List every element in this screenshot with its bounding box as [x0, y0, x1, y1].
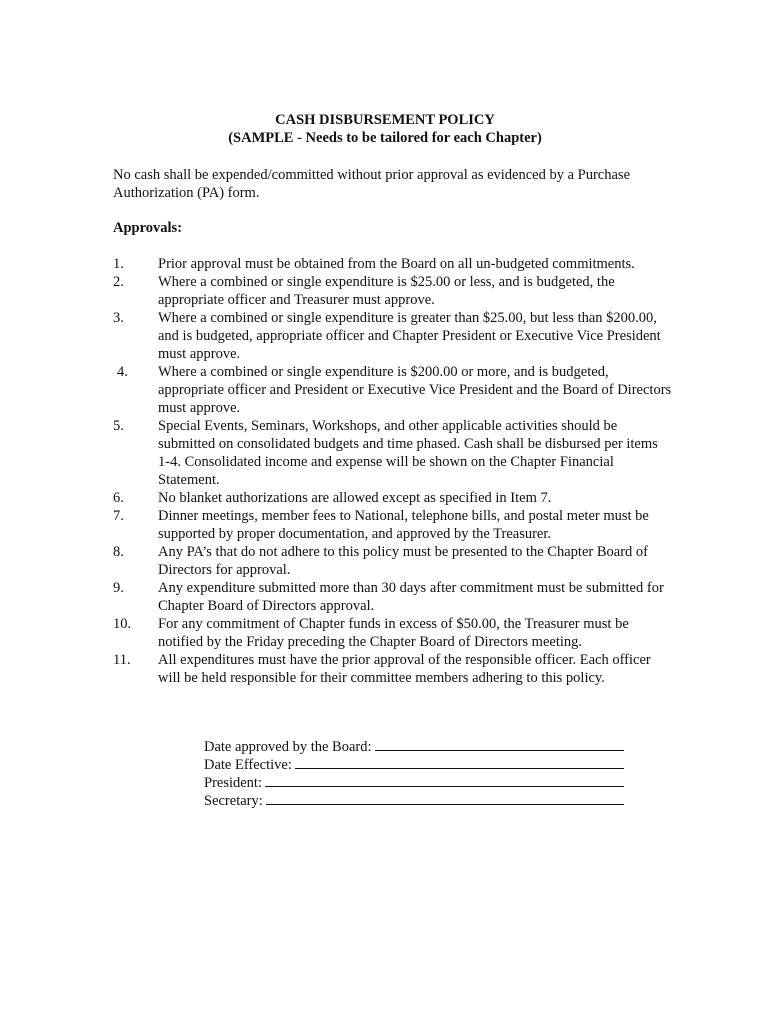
- item-number: 9.: [113, 580, 124, 596]
- list-item: [113, 489, 673, 507]
- item-number: 4.: [117, 364, 128, 380]
- item-text: Dinner meetings, member fees to National, telephone bills, and postal meter must be supported by proper documentation, and approved by the Treasurer.: [158, 508, 649, 542]
- approvals-list: [113, 255, 673, 687]
- item-text: All expenditures must have the prior approval of the responsible officer. Each officer will be held responsible for their committee members adhering to this policy.: [158, 652, 651, 686]
- item-text: Special Events, Seminars, Workshops, and other applicable activities should be submitted on consolidated budgets and time phased. Cash shall be disbursed per items 1-4. Consolidated income and expense will be shown on the Chapter Financial Statement.: [158, 418, 658, 488]
- field-label: President:: [204, 775, 262, 791]
- approvals-heading: Approvals:: [113, 220, 183, 236]
- item-text: Where a combined or single expenditure is greater than $25.00, but less than $200.00, and is budgeted, appropriate officer and Chapter President or Executive Vice President must approve.: [158, 310, 661, 362]
- title-line-1: CASH DISBURSEMENT POLICY: [275, 112, 495, 128]
- list-item: [113, 651, 673, 687]
- item-number: 1.: [113, 256, 124, 272]
- blank-line[interactable]: [266, 790, 624, 805]
- field-label: Date approved by the Board:: [204, 739, 372, 755]
- signature-row-board-approval: [204, 736, 634, 754]
- item-number: 10.: [113, 616, 132, 632]
- item-text: Any PA’s that do not adhere to this policy must be presented to the Chapter Board of Directors for approval.: [158, 544, 648, 578]
- signature-block: [204, 736, 634, 808]
- signature-row-date-effective: [204, 754, 634, 772]
- document-title: [0, 111, 770, 147]
- item-number: 7.: [113, 508, 124, 524]
- item-number: 6.: [113, 490, 124, 506]
- list-item: [113, 543, 673, 579]
- item-text: For any commitment of Chapter funds in excess of $50.00, the Treasurer must be notified by the Friday preceding the Chapter Board of Directors meeting.: [158, 616, 629, 650]
- item-text: Where a combined or single expenditure is $200.00 or more, and is budgeted, appropriate officer and President or Executive Vice President and the Board of Directors must approve.: [158, 364, 672, 416]
- signature-row-president: [204, 772, 634, 790]
- list-item: [113, 309, 673, 363]
- item-number: 11.: [113, 652, 131, 668]
- item-text: Any expenditure submitted more than 30 days after commitment must be submitted for Chapter Board of Directors approval.: [158, 580, 664, 614]
- field-label: Secretary:: [204, 793, 263, 809]
- blank-line[interactable]: [295, 754, 624, 769]
- intro-paragraph: No cash shall be expended/committed without prior approval as evidenced by a Purchase Authorization (PA) form.: [113, 167, 631, 201]
- item-number: 3.: [113, 310, 124, 326]
- list-item: [113, 273, 673, 309]
- item-number: 2.: [113, 274, 124, 290]
- list-item: [113, 579, 673, 615]
- list-item: [113, 615, 673, 651]
- list-item: [113, 255, 673, 273]
- blank-line[interactable]: [265, 772, 624, 787]
- item-number: 5.: [113, 418, 124, 434]
- list-item: [113, 417, 673, 489]
- item-text: Where a combined or single expenditure is $25.00 or less, and is budgeted, the appropriate officer and Treasurer must approve.: [158, 274, 615, 308]
- item-number: 8.: [113, 544, 124, 560]
- title-line-2: (SAMPLE - Needs to be tailored for each Chapter): [228, 130, 542, 146]
- signature-row-secretary: [204, 790, 634, 808]
- item-text: Prior approval must be obtained from the Board on all un-budgeted commitments.: [158, 256, 635, 272]
- list-item: [113, 363, 673, 417]
- blank-line[interactable]: [375, 736, 624, 751]
- field-label: Date Effective:: [204, 757, 292, 773]
- item-text: No blanket authorizations are allowed except as specified in Item 7.: [158, 490, 552, 506]
- list-item: [113, 507, 673, 543]
